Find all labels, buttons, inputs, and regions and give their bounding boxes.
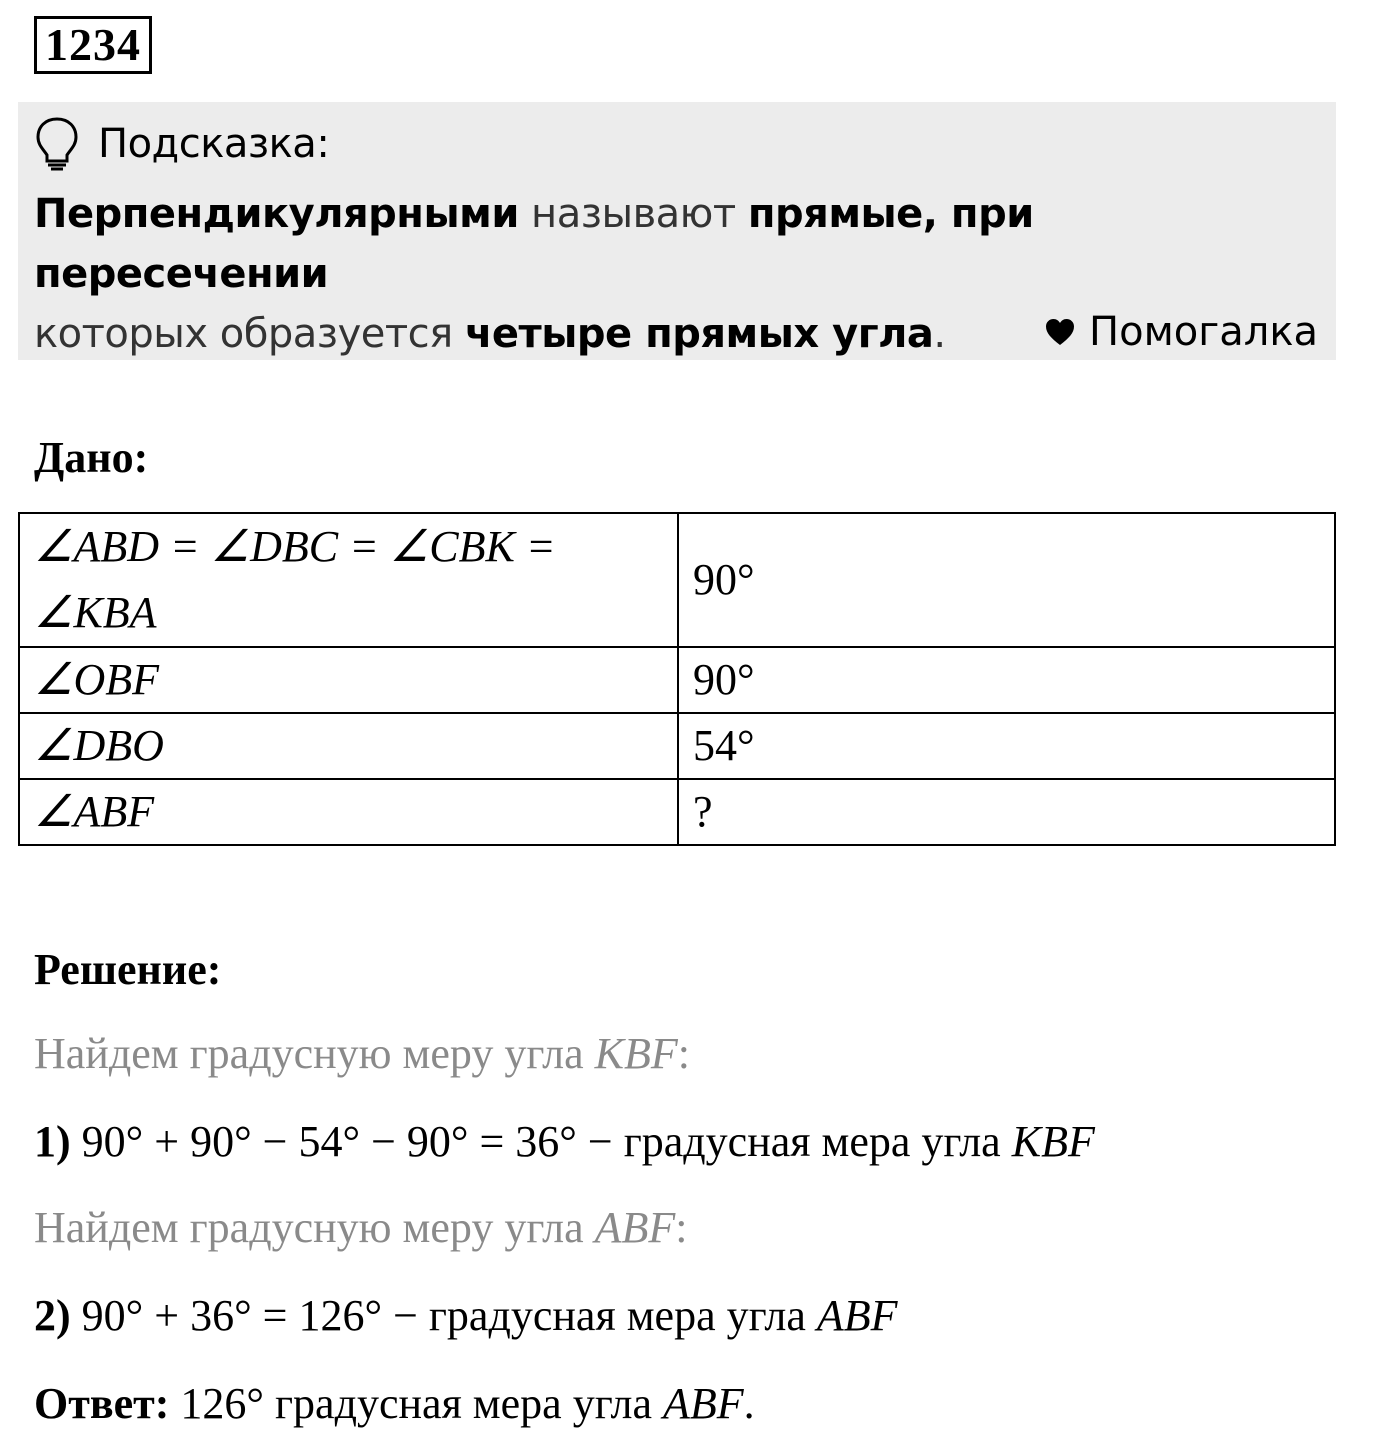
hint-text: .	[933, 311, 946, 357]
step1-intro: Найдем градусную меру угла KBF:	[34, 1029, 690, 1078]
answer-label: Ответ:	[34, 1379, 170, 1428]
table-row	[19, 513, 1335, 647]
given-label-cell: ∠DBO	[19, 713, 678, 779]
hint-title-text: Подсказка:	[98, 121, 330, 167]
given-label-cell: ∠OBF	[19, 647, 678, 713]
hint-text: которых образуется	[34, 311, 465, 357]
step-number: 2)	[34, 1291, 71, 1340]
hint-source	[1045, 304, 1318, 360]
heart-icon	[1045, 318, 1075, 346]
given-value-cell: ?	[678, 779, 1335, 845]
given-heading: Дано:	[34, 433, 149, 482]
hint-text: называют	[518, 191, 748, 237]
hint-source-text: Помогалка	[1089, 309, 1318, 355]
given-table	[18, 512, 1336, 846]
given-label-cell: ∠ABD = ∠DBC = ∠CBK = ∠KBA	[19, 513, 678, 647]
step2: 2) 90° + 36° = 126° − градусная мера угла ABF	[34, 1291, 898, 1340]
step2-intro: Найдем градусную меру угла ABF:	[34, 1203, 688, 1252]
given-label-cell: ∠ABF	[19, 779, 678, 845]
hint-term: Перпендикулярными	[34, 191, 519, 237]
table-row	[19, 713, 1335, 779]
answer: Ответ: 126° градусная мера угла ABF.	[34, 1379, 755, 1428]
task-number: 1234	[34, 16, 152, 74]
step1: 1) 90° + 90° − 54° − 90° = 36° − градусная мера угла KBF	[34, 1117, 1095, 1166]
step-number: 1)	[34, 1117, 71, 1166]
given-value-cell: 90°	[678, 513, 1335, 647]
hint-box	[18, 102, 1336, 360]
table-row	[19, 647, 1335, 713]
table-row	[19, 779, 1335, 845]
hint-bold-text: прямые, при пересечении	[34, 191, 1034, 297]
lightbulb-icon	[34, 116, 80, 172]
hint-title	[34, 116, 329, 172]
hint-bold-text: четыре прямых угла	[464, 311, 934, 357]
given-value-cell: 90°	[678, 647, 1335, 713]
given-value-cell: 54°	[678, 713, 1335, 779]
solution-heading: Решение:	[34, 945, 222, 994]
